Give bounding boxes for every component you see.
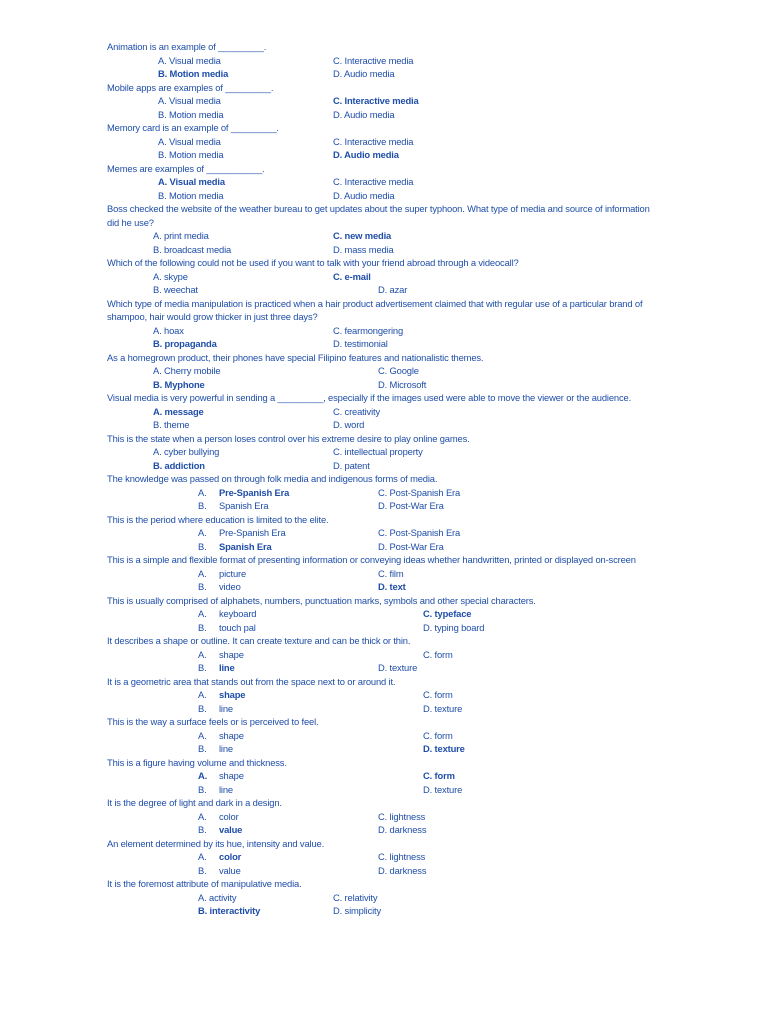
question-text: Mobile apps are examples of _________. (107, 81, 274, 93)
option-text: shape (219, 689, 246, 700)
question-text: Animation is an example of _________. (107, 41, 267, 52)
question-text: An element determined by its hue, intensity and value. (107, 837, 325, 849)
option-text: D. texture (423, 702, 463, 714)
option-text: A. cyber bullying (153, 446, 220, 457)
option-letter: A. (198, 851, 207, 862)
option-text: color (219, 810, 239, 822)
question-text: Which type of media manipulation is practiced when a hair product advertisement claimed that with regular use of a particular brand of (107, 297, 643, 309)
option-text: D. Post-War Era (378, 500, 444, 511)
option-text: Pre-Spanish Era (219, 527, 286, 538)
option-text: B. interactivity (198, 905, 261, 916)
option-text: D. Audio media (333, 108, 395, 120)
option-letter: A. (198, 810, 207, 822)
option-text: D. word (333, 419, 365, 430)
option-text: D. texture (423, 783, 463, 795)
question-text: Memes are examples of ___________. (107, 162, 265, 174)
option-text: D. simplicity (333, 905, 382, 916)
option-text: line (219, 743, 233, 754)
option-text: B. Myphone (153, 378, 205, 390)
option-letter: B. (198, 540, 207, 552)
option-letter: B. (198, 500, 207, 511)
option-letter: B. (198, 662, 207, 673)
option-text: picture (219, 567, 247, 579)
option-text: C. typeface (423, 608, 472, 619)
option-text: C. lightness (378, 851, 426, 862)
option-letter: A. (198, 648, 207, 660)
option-text: C. Interactive media (333, 95, 419, 106)
option-text: A. Cherry mobile (153, 365, 221, 376)
option-text: D. Post-War Era (378, 540, 444, 552)
option-letter: A. (198, 486, 207, 498)
option-text: D. typing board (423, 621, 485, 633)
option-letter: B. (198, 783, 207, 795)
option-text: C. e-mail (333, 270, 371, 282)
option-text: A. Visual media (158, 95, 221, 106)
question-text: Memory card is an example of _________. (107, 122, 279, 133)
option-text: D. mass media (333, 243, 394, 255)
question-text: It describes a shape or outline. It can create texture and can be thick or thin. (107, 635, 411, 646)
option-text: A. hoax (153, 324, 184, 336)
option-text: line (219, 662, 235, 673)
question-text: shampoo, hair would grow thicker in just three days? (107, 311, 318, 322)
option-text: C. Post-Spanish Era (378, 486, 461, 498)
question-text: It is a geometric area that stands out from the space next to or around it. (107, 675, 396, 687)
option-letter: B. (198, 824, 207, 835)
option-text: video (219, 581, 241, 592)
option-text: keyboard (219, 608, 257, 619)
option-text: C. form (423, 648, 453, 660)
option-text: Spanish Era (219, 540, 272, 552)
option-letter: A. (198, 770, 208, 781)
option-letter: A. (198, 527, 207, 538)
option-text: D. text (378, 581, 406, 592)
option-text: touch pal (219, 621, 256, 633)
option-text: B. Motion media (158, 149, 224, 160)
option-letter: A. (198, 608, 207, 619)
question-text: This is a simple and flexible format of presenting information or conveying ideas whether handwritten, printed or displayed on-screen (107, 554, 636, 565)
option-text: C. creativity (333, 405, 381, 417)
option-letter: B. (198, 864, 207, 876)
option-letter: B. (198, 702, 207, 714)
option-text: Spanish Era (219, 500, 269, 511)
option-text: shape (219, 770, 244, 781)
option-text: value (219, 824, 243, 835)
option-text: C. Interactive media (333, 54, 414, 66)
question-text: It is the foremost attribute of manipulative media. (107, 878, 302, 889)
question-text: This is the state when a person loses control over his extreme desire to play online games. (107, 432, 470, 444)
option-text: A. Visual media (158, 54, 221, 66)
option-letter: B. (198, 743, 207, 754)
option-text: A. print media (153, 230, 209, 241)
option-letter: B. (198, 621, 207, 633)
option-text: C. Post-Spanish Era (378, 527, 461, 538)
option-text: B. broadcast media (153, 243, 232, 255)
option-text: D. patent (333, 459, 370, 471)
question-text: This is the way a surface feels or is perceived to feel. (107, 716, 319, 727)
option-text: C. relativity (333, 891, 378, 903)
option-text: C. form (423, 729, 453, 741)
option-text: B. weechat (153, 284, 198, 295)
option-text: line (219, 783, 233, 795)
question-text: Boss checked the website of the weather bureau to get updates about the super typhoon. What type of media and source of information (107, 203, 650, 214)
question-text: This is usually comprised of alphabets, numbers, punctuation marks, symbols and other special characters. (107, 594, 536, 606)
option-text: A. activity (198, 891, 237, 903)
option-text: D. texture (423, 743, 465, 754)
option-text: A. Visual media (158, 135, 221, 147)
question-text: Which of the following could not be used if you want to talk with your friend abroad through a videocall? (107, 257, 519, 268)
question-text: This is a figure having volume and thickness. (107, 756, 287, 768)
option-text: C. intellectual property (333, 446, 423, 457)
option-text: C. fearmongering (333, 324, 404, 336)
option-text: B. Motion media (158, 108, 224, 120)
option-text: B. Motion media (158, 189, 224, 201)
option-text: line (219, 702, 233, 714)
question-text: It is the degree of light and dark in a design. (107, 797, 282, 808)
option-letter: B. (198, 581, 207, 592)
option-text: B. theme (153, 419, 190, 430)
option-letter: A. (198, 689, 207, 700)
option-text: C. Google (378, 365, 419, 376)
option-text: D. texture (378, 662, 418, 673)
option-text: Pre-Spanish Era (219, 486, 290, 498)
option-letter: A. (198, 729, 207, 741)
option-text: D. testimonial (333, 338, 388, 349)
option-text: C. Interactive media (333, 135, 414, 147)
option-text: D. Microsoft (378, 378, 427, 390)
option-text: D. Audio media (333, 189, 395, 201)
option-text: B. addiction (153, 459, 205, 471)
option-text: C. film (378, 567, 404, 579)
option-text: shape (219, 729, 244, 741)
option-text: shape (219, 648, 244, 660)
option-text: A. skype (153, 270, 188, 282)
question-text: This is the period where education is limited to the elite. (107, 513, 329, 525)
question-text: Visual media is very powerful in sending a _________, especially if the images used were able to move the viewer or the audience. (107, 392, 632, 403)
option-letter: A. (198, 567, 207, 579)
option-text: D. azar (378, 284, 408, 295)
option-text: C. form (423, 770, 455, 781)
option-text: D. darkness (378, 864, 427, 876)
option-text: D. Audio media (333, 149, 399, 160)
option-text: value (219, 864, 241, 876)
option-text: B. Motion media (158, 68, 229, 79)
question-text: did he use? (107, 216, 154, 228)
option-text: C. form (423, 689, 453, 700)
option-text: D. darkness (378, 824, 427, 835)
option-text: C. new media (333, 230, 392, 241)
option-text: C. lightness (378, 810, 426, 822)
option-text: C. Interactive media (333, 176, 414, 187)
option-text: color (219, 851, 242, 862)
option-text: A. message (153, 405, 204, 417)
option-text: D. Audio media (333, 68, 395, 79)
option-text: A. Visual media (158, 176, 225, 187)
question-text: The knowledge was passed on through folk media and indigenous forms of media. (107, 473, 438, 484)
question-text: As a homegrown product, their phones have special Filipino features and nationalistic themes. (107, 351, 484, 363)
option-text: B. propaganda (153, 338, 217, 349)
